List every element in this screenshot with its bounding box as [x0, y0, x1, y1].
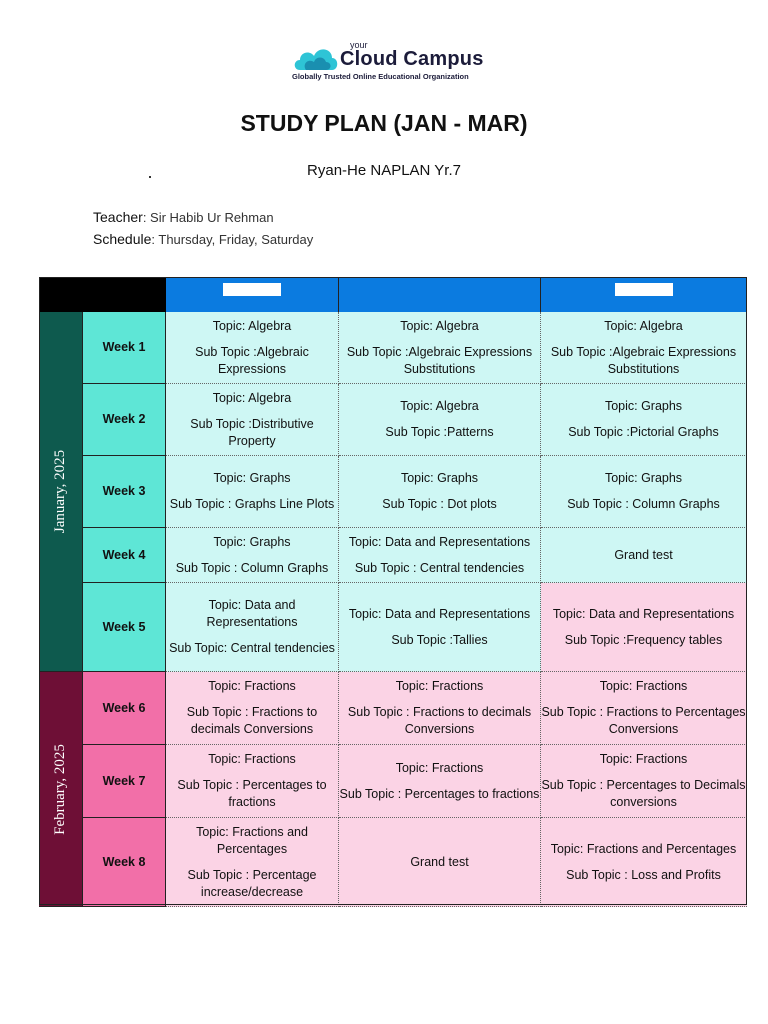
plan-cell — [339, 583, 541, 672]
plan-cell — [541, 456, 747, 528]
cell-topic: Topic: Graphs — [604, 471, 683, 485]
cell-subtopic: Sub Topic : Column Graphs — [175, 560, 329, 575]
header-day-label-box — [223, 283, 281, 296]
cell-subtopic: Sub Topic : Graphs Line Plots — [169, 497, 335, 511]
month-label: January, 2025 — [52, 449, 68, 534]
cell-subtopic: Sub Topic :Pictorial Graphs — [568, 425, 719, 439]
logo — [292, 40, 482, 86]
teacher-line — [93, 209, 274, 225]
header-day-cell — [166, 277, 339, 312]
student-subtitle: Ryan-He NAPLAN Yr.7 — [307, 162, 461, 179]
plan-cell — [339, 384, 541, 456]
plan-cell — [541, 528, 747, 583]
cell-topic: Topic: Fractions — [208, 752, 296, 766]
cell-topic: Topic: Fractions — [599, 679, 688, 693]
plan-cell — [541, 384, 747, 456]
cell-subtopic: Sub Topic :Algebraic Expressions Substitutions — [550, 344, 737, 376]
cell-topic: Topic: Algebra — [400, 399, 479, 413]
plan-cell — [166, 384, 339, 456]
week-label: Week 5 — [83, 583, 166, 672]
page-title: STUDY PLAN (JAN - MAR) — [240, 110, 528, 136]
cell-subtopic: Sub Topic :Distributive Property — [190, 416, 314, 448]
cell-topic: Topic: Data and Representations — [552, 606, 735, 621]
cell-subtopic: Sub Topic :Frequency tables — [564, 632, 723, 647]
cell-topic: Topic: Graphs — [213, 534, 291, 549]
cell-topic: Topic: Algebra — [400, 318, 479, 333]
week-label: Week 1 — [83, 312, 166, 384]
header-day-cell — [339, 277, 541, 312]
stray-dot — [149, 176, 151, 178]
cell-topic: Topic: Data and Representations — [348, 606, 531, 621]
schedule-label: Schedule — [93, 231, 152, 247]
schedule-line — [93, 231, 313, 247]
cell-topic: Topic: Graphs — [213, 471, 291, 485]
logo-name: Cloud Campus — [340, 48, 484, 70]
cell-subtopic: Sub Topic : Loss and Profits — [566, 867, 721, 882]
plan-cell — [166, 672, 339, 745]
header-day-label-box — [615, 283, 673, 296]
cell-subtopic: Sub Topic: Central tendencies — [169, 641, 335, 655]
cell-topic: Topic: Graphs — [604, 399, 683, 413]
cell-subtopic: Sub Topic : Fractions to decimals Conversions — [347, 705, 532, 736]
cell-subtopic: Sub Topic : Percentages to fractions — [339, 786, 540, 801]
plan-cell — [166, 456, 339, 528]
plan-cell — [166, 312, 339, 384]
plan-cell — [339, 456, 541, 528]
cell-topic: Topic: Fractions — [208, 679, 296, 693]
cell-topic: Grand test — [614, 547, 673, 562]
cell-topic: Topic: Graphs — [400, 471, 479, 485]
cell-topic: Topic: Algebra — [212, 390, 292, 405]
cell-subtopic: Sub Topic :Algebraic Expressions Substitutions — [346, 344, 533, 376]
cloud-logo-icon — [292, 42, 342, 74]
cell-subtopic: Sub Topic :Patterns — [385, 425, 494, 439]
cell-topic: Topic: Fractions — [599, 752, 688, 766]
cell-topic: Topic: Data and Representations — [348, 534, 531, 549]
cell-subtopic: Sub Topic : Column Graphs — [567, 497, 720, 511]
plan-cell — [541, 818, 747, 907]
month-label: February, 2025 — [52, 743, 68, 835]
plan-cell — [541, 745, 747, 818]
week-label: Week 7 — [83, 745, 166, 818]
plan-cell — [339, 312, 541, 384]
plan-cell — [541, 312, 747, 384]
cell-topic: Grand test — [410, 854, 469, 869]
week-label: Week 8 — [83, 818, 166, 907]
week-label: Week 3 — [83, 456, 166, 528]
plan-cell — [339, 528, 541, 583]
logo-tagline: Globally Trusted Online Educational Organization — [292, 72, 469, 81]
schedule-value: : Thursday, Friday, Saturday — [151, 232, 314, 247]
cell-subtopic: Sub Topic :Algebraic Expressions — [195, 344, 309, 376]
plan-cell — [339, 672, 541, 745]
plan-cell — [166, 745, 339, 818]
month-band-february — [39, 672, 83, 907]
cell-subtopic: Sub Topic : Fractions to Percentages Conversions — [541, 705, 746, 736]
plan-cell — [339, 745, 541, 818]
teacher-label: Teacher — [93, 209, 143, 225]
cell-subtopic: Sub Topic : Dot plots — [382, 497, 497, 511]
plan-cell — [541, 583, 747, 672]
month-band-january — [39, 312, 83, 672]
plan-cell — [166, 528, 339, 583]
week-label: Week 6 — [83, 672, 166, 745]
plan-cell — [166, 818, 339, 907]
cell-subtopic: Sub Topic :Tallies — [391, 632, 488, 647]
header-day-cell — [541, 277, 747, 312]
teacher-value: : Sir Habib Ur Rehman — [142, 210, 274, 225]
cell-topic: Topic: Fractions — [395, 760, 484, 775]
cell-subtopic: Sub Topic : Fractions to decimals Conversions — [186, 705, 318, 736]
plan-cell — [339, 818, 541, 907]
cell-subtopic: Sub Topic : Central tendencies — [354, 560, 525, 575]
cell-subtopic: Sub Topic : Percentages to Decimals conversions — [541, 778, 746, 809]
week-label: Week 4 — [83, 528, 166, 583]
plan-cell — [541, 672, 747, 745]
week-label: Week 2 — [83, 384, 166, 456]
cell-topic: Topic: Algebra — [604, 318, 683, 333]
plan-cell — [166, 583, 339, 672]
cell-topic: Topic: Fractions and Percentages — [550, 841, 737, 856]
header-corner — [39, 277, 166, 312]
cell-topic: Topic: Data and Representations — [206, 598, 298, 629]
cell-topic: Topic: Fractions — [395, 679, 484, 693]
cell-topic: Topic: Algebra — [212, 318, 292, 333]
cell-topic: Topic: Fractions and Percentages — [196, 824, 308, 856]
logo-your-text: your — [350, 40, 368, 50]
cell-subtopic: Sub Topic : Percentage increase/decrease — [187, 867, 317, 899]
cell-subtopic: Sub Topic : Percentages to fractions — [177, 778, 327, 809]
